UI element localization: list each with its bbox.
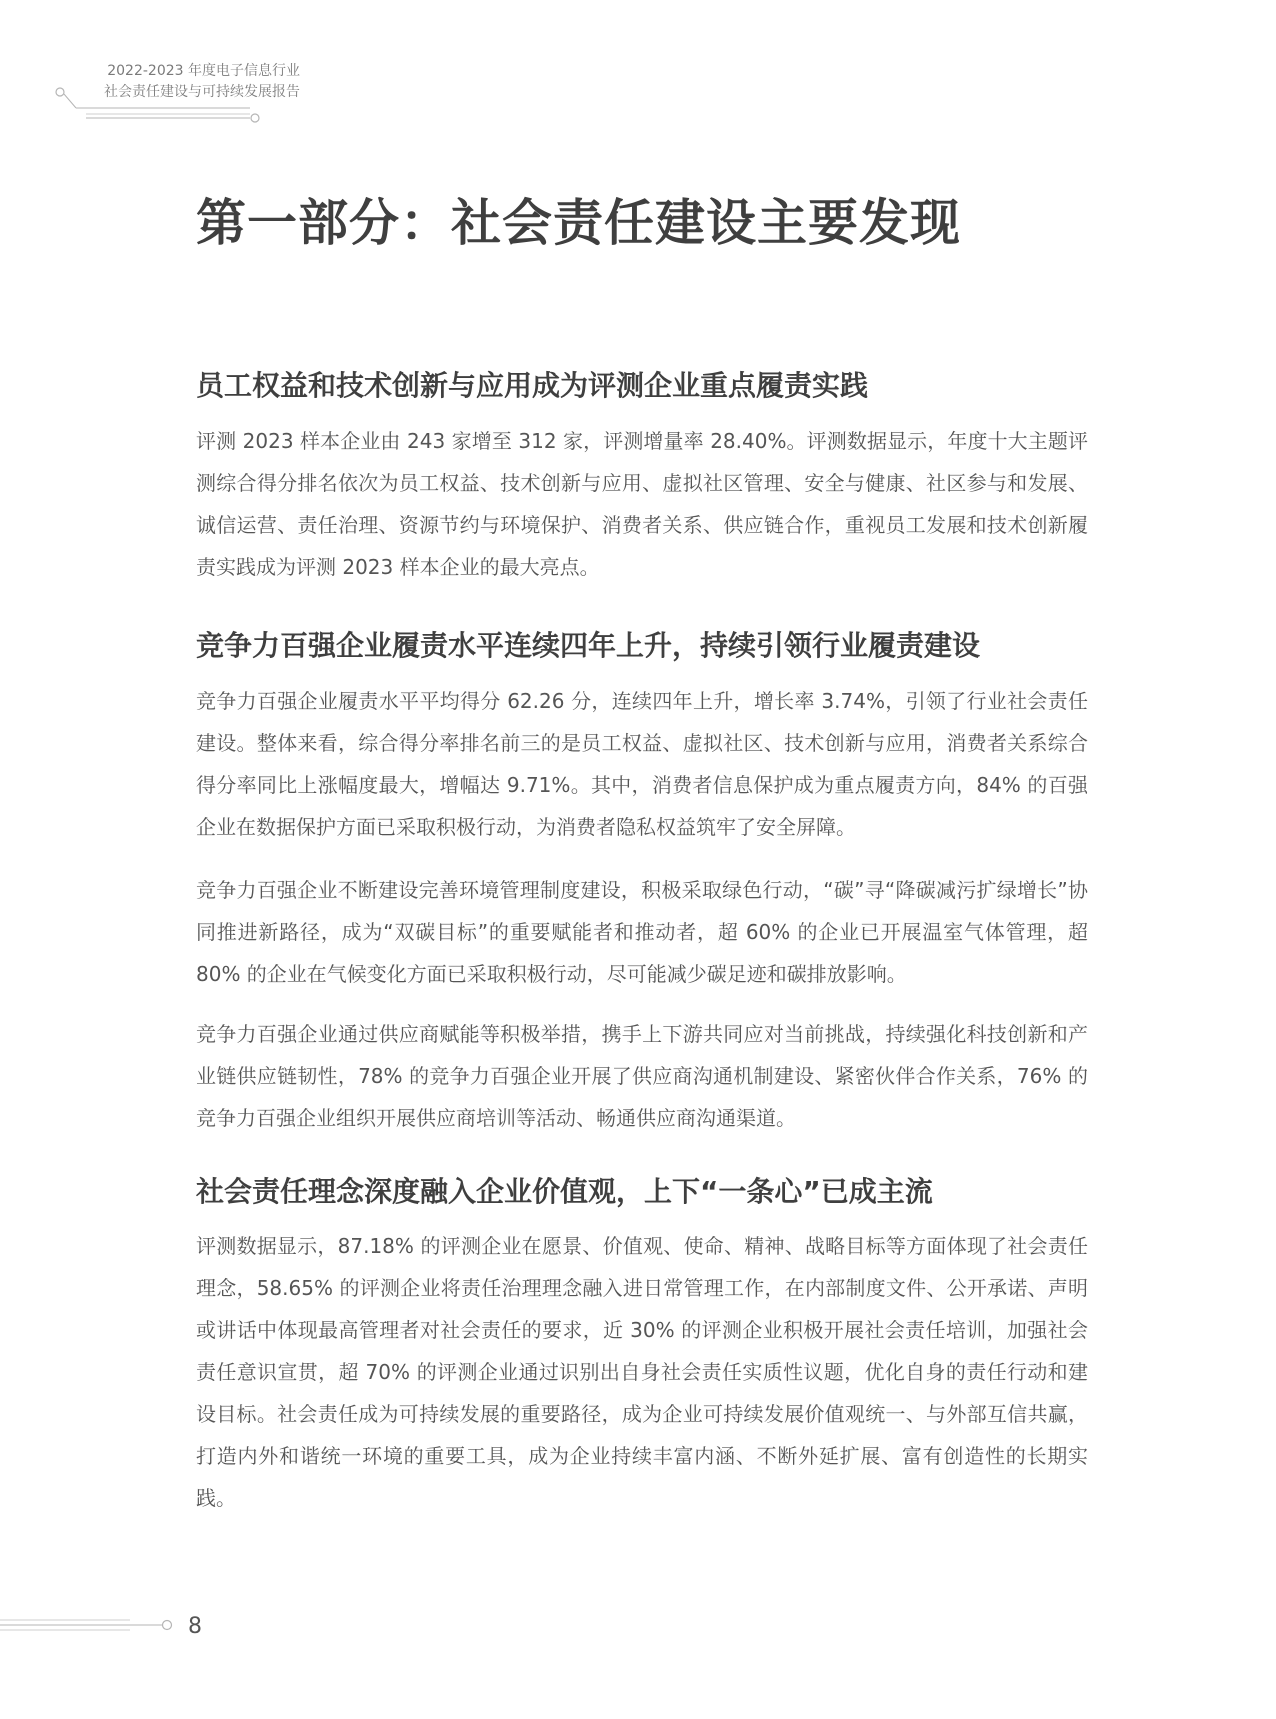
page-header [0, 0, 1276, 140]
section-2-paragraph-1: 竞争力百强企业履责水平平均得分 62.26 分，连续四年上升，增长率 3.74%，引领了行业社会责任建设。整体来看，综合得分率排名前三的是员工权益、虚拟社区、技术创新与应用，消费者关系综合得分率同比上涨幅度最大，增幅达 9.71%。其中，消费者信息保护成为重点履责方向，84% 的百强企业在数据保护方面已采取积极行动，为消费者隐私权益筑牢了安全屏障。 [196, 689, 1088, 839]
report-name-title: 社会责任建设与可持续发展报告 [104, 84, 300, 100]
section-1-heading: 员工权益和技术创新与应用成为评测企业重点履责实践 [196, 369, 869, 402]
section-2-paragraph-2: 竞争力百强企业不断建设完善环境管理制度建设，积极采取绿色行动，“碳”寻“降碳减污扩绿增长”协同推进新路径，成为“双碳目标”的重要赋能者和推动者，超 60% 的企业已开展温室气体管理，超 80% 的企业在气候变化方面已采取积极行动，尽可能减少碳足迹和碳排放影响。 [196, 878, 1088, 986]
footer-line-decoration [0, 1610, 185, 1640]
section-2-paragraph-3: 竞争力百强企业通过供应商赋能等积极举措，携手上下游共同应对当前挑战，持续强化科技创新和产业链供应链韧性，78% 的竞争力百强企业开展了供应商沟通机制建设、紧密伙伴合作关系，76% 的竞争力百强企业组织开展供应商培训等活动、畅通供应商沟通渠道。 [196, 1022, 1088, 1130]
section-3-heading: 社会责任理念深度融入企业价值观，上下“一条心”已成主流 [196, 1175, 933, 1208]
report-year-title: 2022-2023 年度电子信息行业 [107, 63, 300, 79]
section-1-paragraph-1: 评测 2023 样本企业由 243 家增至 312 家，评测增量率 28.40%。评测数据显示，年度十大主题评测综合得分排名依次为员工权益、技术创新与应用、虚拟社区管理、安全与健康、社区参与和发展、诚信运营、责任治理、资源节约与环境保护、消费者关系、供应链合作，重视员工发展和技术创新履责实践成为评测 2023 样本企业的最大亮点。 [196, 429, 1088, 579]
section-3-paragraph-1: 评测数据显示，87.18% 的评测企业在愿景、价值观、使命、精神、战略目标等方面体现了社会责任理念，58.65% 的评测企业将责任治理理念融入进日常管理工作，在内部制度文件、公开承诺、声明或讲话中体现最高管理者对社会责任的要求，近 30% 的评测企业积极开展社会责任培训，加强社会责任意识宣贯，超 70% 的评测企业通过识别出自身社会责任实质性议题，优化自身的责任行动和建设目标。社会责任成为可持续发展的重要路径，成为企业可持续发展价值观统一、与外部互信共赢，打造内外和谐统一环境的重要工具，成为企业持续丰富内涵、不断外延扩展、富有创造性的长期实践。 [196, 1234, 1088, 1510]
page-number: 8 [188, 1614, 202, 1639]
section-2-heading: 竞争力百强企业履责水平连续四年上升，持续引领行业履责建设 [196, 629, 981, 662]
page-title: 第一部分：社会责任建设主要发现 [196, 194, 961, 252]
